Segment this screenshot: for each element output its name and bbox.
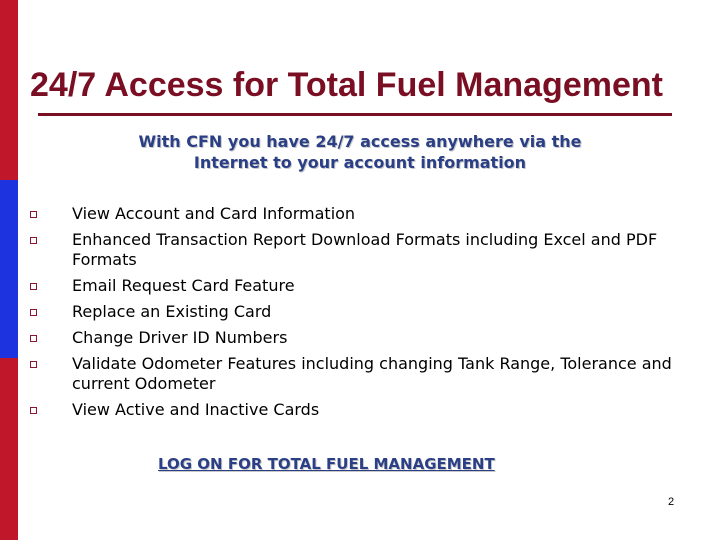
title-divider (38, 113, 672, 116)
list-item-text: View Account and Card Information (72, 204, 356, 223)
side-bar-red-top (0, 0, 18, 180)
subtitle-line-2: Internet to your account information (193, 153, 527, 172)
page-number: 2 (668, 496, 675, 508)
bullet-icon (30, 407, 37, 414)
bullet-icon (30, 237, 37, 244)
list-item-text: Email Request Card Feature (72, 276, 295, 295)
list-item (30, 276, 700, 296)
side-bar-red-bottom (0, 358, 18, 540)
feature-list (30, 204, 700, 426)
list-item-text: View Active and Inactive Cards (72, 400, 320, 419)
list-item-text: Validate Odometer Features including changing Tank Range, Tolerance and current Odometer (72, 354, 672, 393)
list-item (30, 400, 700, 420)
list-item (30, 328, 700, 348)
list-item (30, 204, 700, 224)
slide-title: 24/7 Access for Total Fuel Management (30, 66, 663, 104)
bullet-icon (30, 211, 37, 218)
side-bar-blue (0, 180, 18, 358)
list-item (30, 354, 700, 394)
subtitle-line-1: With CFN you have 24/7 access anywhere via the (138, 132, 582, 151)
bullet-icon (30, 335, 37, 342)
bullet-icon (30, 309, 37, 316)
list-item (30, 302, 700, 322)
list-item-text: Change Driver ID Numbers (72, 328, 288, 347)
list-item-text: Replace an Existing Card (72, 302, 272, 321)
logon-link[interactable]: LOG ON FOR TOTAL FUEL MANAGEMENT (158, 455, 495, 473)
list-item (30, 230, 700, 270)
slide-subtitle (60, 131, 660, 173)
bullet-icon (30, 361, 37, 368)
bullet-icon (30, 283, 37, 290)
list-item-text: Enhanced Transaction Report Download Formats including Excel and PDF Formats (72, 230, 658, 269)
